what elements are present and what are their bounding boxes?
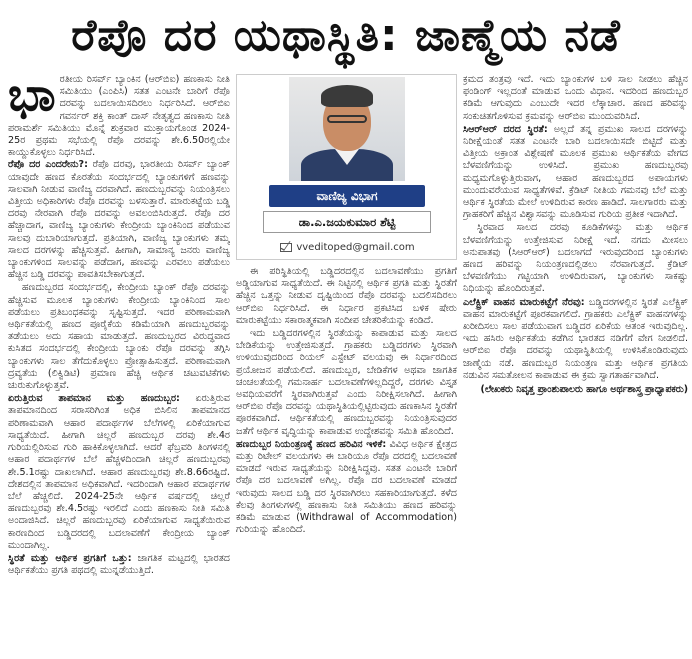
author-name: ಡಾ.ಎ.ಜಯಕುಮಾರ ಶೆಟ್ಟಿ <box>263 211 431 233</box>
article-column-3 <box>463 74 688 659</box>
paragraph <box>8 393 230 552</box>
email-text: vveditoped@gmail.com <box>296 241 415 253</box>
lead-paragraph <box>8 74 230 159</box>
page-title: ರೆಪೊ ದರ ಯಥಾಸ್ಥಿತಿ: ಜಾಣ್ಮೆಯ ನಡೆ <box>71 9 621 61</box>
subheading: ಏರುತ್ತಿರುವ ತಾಪಮಾನ ಮತ್ತು ಹಣದುಬ್ಬರ: <box>8 393 180 405</box>
paragraph <box>8 159 230 281</box>
paragraph: ಸ್ಥಿರವಾದ ಸಾಲದ ದರವು ಕೂಡಿಕೆಗಳನ್ನು ಮತ್ತು ಆರ್ಥಿಕ ಬೆಳವಣಿಗೆಯನ್ನು ಉತ್ತೇಜಿಸುವ ನಿರೀಕ್ಷೆ ಇದೆ. ನಗದು ಮೀಸಲು ಅನುಪಾತವು (ಸಿಆರ್‌ಆರ್) ಬದಲಾಗದೆ ಇರುವುದರಿಂದ ಬ್ಯಾಂಕುಗಳು ಹಣದ ಹರಿವನ್ನು ನಿಯಂತ್ರಣದಲ್ಲಿಡಲು ನೆರವಾಗುತ್ತದೆ. ಕ್ರೆಡಿಟ್ ಬೆಳವಣಿಗೆಯು ಗಟ್ಟಿಯಾಗಿ ಉಳಿದಿರುವಾಗ, ಬ್ಯಾಂಕುಗಳು ಸಾಕಷ್ಟು ನಿಧಿಯನ್ನು ಹೊಂದಿರುತ್ತವೆ. <box>463 222 688 295</box>
subheading: ಎಲೆಕ್ಟ್ರಿಕ್ ವಾಹನ ಮಾರುಕಟ್ಟೆಗೆ ನೆರವು: <box>463 296 585 308</box>
author-photo <box>289 77 405 181</box>
paragraph-text: ರೆಪೊ ದರವು, ಭಾರತೀಯ ರಿಸರ್ವ್ ಬ್ಯಾಂಕ್ ಯಾವುದೇ ಹಣದ ಕೊರತೆಯ ಸಂದರ್ಭದಲ್ಲಿ ಬ್ಯಾಂಕುಗಳಿಗೆ ಹಣವನ್ನು ಸಾಲವಾಗಿ ನೀಡುವ ವಾಣಿಜ್ಯ ದರವಾಗಿದೆ. ಹಣದುಬ್ಬರವನ್ನು ನಿಯಂತ್ರಿಸಲು ವಿತ್ತೀಯ ಅಧಿಕಾರಿಗಳು ರೆಪೊ ದರವನ್ನು ಬಳಸುತ್ತಾರೆ. ಮಾರುಕಟ್ಟೆಯ ಬಡ್ಡಿ ದರವು ನೇರವಾಗಿ ರೆಪೊ ದರವನ್ನು ಅವಲಂಬಿಸಿರುತ್ತದೆ. ರೆಪೊ ದರ ಹೆಚ್ಚಾದಾಗ, ವಾಣಿಜ್ಯ ಬ್ಯಾಂಕುಗಳು ಕೇಂದ್ರೀಯ ಬ್ಯಾಂಕಿನಿಂದ ಪಡೆಯುವ ಸಾಲವು ದುಬಾರಿಯಾಗುತ್ತದೆ. ಪ್ರತಿಯಾಗಿ, ವಾಣಿಜ್ಯ ಬ್ಯಾಂಕುಗಳು ತಮ್ಮ ಸಾಲದ ದರಗಳನ್ನು ಹೆಚ್ಚಿಸುತ್ತವೆ. ಹೀಗಾಗಿ, ಸಾಮಾನ್ಯ ಜನರು ವಾಣಿಜ್ಯ ಬ್ಯಾಂಕುಗಳಿಂದ ಸಾಲವನ್ನು ಪಡೆದಾಗ, ಹಣವನ್ನು ಎರವಲು ಪಡೆಯಲು ಹೆಚ್ಚಿನ ಬಡ್ಡಿ ದರವನ್ನು ಪಾವತಿಸಬೇಕಾಗುತ್ತದೆ. <box>8 159 230 281</box>
subheading: ಸಿಆರ್‌ಆರ್ ದರದ ಸ್ಥಿರತೆ: <box>463 123 548 135</box>
paragraph-text: ಬಡ್ಡಿದರಗಳಲ್ಲಿನ ಸ್ಥಿರತೆ ಎಲೆಕ್ಟ್ರಿಕ್ ವಾಹನ ಮಾರುಕಟ್ಟೆಗೆ ಪೂರಕವಾಗಲಿದೆ. ಗ್ರಾಹಕರು ಎಲೆಕ್ಟ್ರಿಕ್ ವಾಹನಗಳನ್ನು ಖರೀದಿಸಲು ಸಾಲ ಪಡೆಯುವಾಗ ಬಡ್ಡಿದರ ಏರಿಕೆಯ ಆತಂಕ ಇರುವುದಿಲ್ಲ. ಇದು ಹಸಿರು ಆರ್ಥಿಕತೆಯ ಕಡೆಗಿನ ಭಾರತದ ನಡಿಗೆಗೆ ವೇಗ ನೀಡಲಿದೆ. ಆರ್‌ಬಿಐ ರೆಪೊ ದರವನ್ನು ಯಥಾಸ್ಥಿತಿಯಲ್ಲಿ ಉಳಿಸಿಕೊಂಡಿರುವುದು ಜಾಣ್ಮೆಯ ನಡೆ. ಹಣದುಬ್ಬರ ನಿಯಂತ್ರಣ ಮತ್ತು ಆರ್ಥಿಕ ಪ್ರಗತಿಯ ನಡುವಿನ ಸಮತೋಲನ ಕಾಪಾಡುವ ಈ ಕ್ರಮ ಸ್ವಾಗತಾರ್ಹವಾಗಿದೆ. <box>463 296 688 381</box>
article-column-2 <box>236 266 457 659</box>
article-column-1 <box>8 74 230 659</box>
paragraph: ಈ ಪರಿಸ್ಥಿತಿಯಲ್ಲಿ ಬಡ್ಡಿದರದಲ್ಲಿನ ಬದಲಾವಣೆಯು ಪ್ರಗತಿಗೆ ಅಡ್ಡಿಯಾಗುವ ಸಾಧ್ಯತೆಯಿದೆ. ಈ ನಿಟ್ಟಿನಲ್ಲಿ ಆರ್ಥಿಕ ಪ್ರಗತಿ ಮತ್ತು ಸ್ಥಿರತೆಗೆ ಹೆಚ್ಚಿನ ಒತ್ತನ್ನು ನೀಡುವ ದೃಷ್ಟಿಯಿಂದ ರೆಪೊ ದರವನ್ನು ಬದಲಿಸದಿರಲು ಆರ್‌ಬಿಐ ನಿರ್ಧರಿಸಿದೆ. ಈ ನಿರ್ಧಾರ ಪ್ರಕಟಿಸಿದ ಬಳಿಕ ಷೇರು ಮಾರುಕಟ್ಟೆಯು ಸಕಾರಾತ್ಮಕವಾಗಿ ಸಂದೀಪ ಚೇತರಿಕೆಯನ್ನು ಕಂಡಿದೆ. <box>236 266 457 326</box>
column-badge: ವಾಣಿಜ್ಯ ವಿಭಾಗ <box>269 185 425 207</box>
subheading: ಸ್ಥಿರತೆ ಮತ್ತು ಆರ್ಥಿಕ ಪ್ರಗತಿಗೆ ಒತ್ತು: <box>8 552 132 564</box>
author-box <box>236 74 457 260</box>
paragraph-text: ವಿವಿಧ ಅರ್ಥಿಕ ಕ್ಷೇತ್ರದ ಮತ್ತು ರಿಟೇಲ್ ವಲಯಗಳು ಈ ಬಾರಿಯೂ ರೆಪೊ ದರದಲ್ಲಿ ಬದಲಾವಣೆ ಮಾಡದೆ ಇರುವ ಸಾಧ್ಯತೆಯನ್ನು ನಿರೀಕ್ಷಿಸಿದ್ದವು. ಸತತ ಎಂಟನೇ ಬಾರಿಗೆ ರೆಪೊ ದರ ಬದಲಾವಣೆ ಅಗಿಲ್ಲ. ರೆಪೊ ದರ ಬದಲಾವಣೆ ಮಾಡದೆ ಇರುವುದು ಸಾಲದ ಬಡ್ಡಿ ದರ ಸ್ಥಿರವಾಗಿರಲು ಸಹಕಾರಿಯಾಗುತ್ತದೆ. ಕಳೆದ ಕೆಲವು ತಿಂಗಳುಗಳಲ್ಲಿ ಹಣಕಾಸು ನೀತಿ ಸಮಿತಿಯು ಹಣದ ಹರಿವನ್ನು ಕಡಿಮೆ ಮಾಡುವ (Withdrawal of Accommodation) ಗುರಿಯನ್ನು ಹೊಂದಿದೆ. <box>236 438 457 536</box>
author-note: (ಲೇಖಕರು ನಿವೃತ್ತ ಪ್ರಾಂಶುಪಾಲರು ಹಾಗೂ ಅರ್ಥಶಾಸ್ತ್ರ ಪ್ರಾಧ್ಯಾಪಕರು) <box>480 384 688 396</box>
drop-cap: ಭಾ <box>8 74 56 121</box>
hair-shape <box>321 85 373 107</box>
paragraph <box>463 297 688 382</box>
paragraph: ಕ್ರಮದ ತಂತ್ರವು ಇದೆ. ಇದು ಬ್ಯಾಂಕುಗಳ ಬಳಿ ಸಾಲ ನೀಡಲು ಹೆಚ್ಚಿನ ಫಂಡಿಂಗ್ ಇಲ್ಲದಂತೆ ಮಾಡುವ ಒಂದು ವಿಧಾನ. ಇದರಿಂದ ಹಣದುಬ್ಬರ ಕಡಿಮೆ ಆಗುವುದು ಎಂಬುದೇ ಇದರ ಲೆಕ್ಕಾಚಾರ. ಹಣದ ಹರಿವನ್ನು ಸಂಕುಚಿತಗೊಳಿಸುವ ಕ್ರಮವನ್ನು ಆರ್‌ಬಿಐ ಮುಂದುವರಿಸಿದೆ. <box>463 74 688 122</box>
author-email <box>237 239 458 255</box>
paragraph: ಹಣದುಬ್ಬರದ ಸಂದರ್ಭದಲ್ಲಿ, ಕೇಂದ್ರೀಯ ಬ್ಯಾಂಕ್ ರೆಪೊ ದರವನ್ನು ಹೆಚ್ಚಿಸುವ ಮೂಲಕ ಬ್ಯಾಂಕುಗಳು ಕೇಂದ್ರೀಯ ಬ್ಯಾಂಕಿನಿಂದ ಸಾಲ ಪಡೆಯಲು ಪ್ರತಿಬಂಧಕವನ್ನು ಸೃಷ್ಟಿಸುತ್ತದೆ. ಇದರ ಪರಿಣಾಮವಾಗಿ ಆರ್ಥಿಕತೆಯಲ್ಲಿ ಹಣದ ಪೂರೈಕೆಯ ಕಡಿಮೆಯಾಗಿ ಹಣದುಬ್ಬರವನ್ನು ತಡೆಯಲು ಅದು ಸಹಾಯ ಮಾಡುತ್ತದೆ. ಹಣದುಬ್ಬರದ ವಿರುದ್ಧವಾದ ಕುಸಿತದ ಸಂದರ್ಭದಲ್ಲಿ ಕೇಂದ್ರೀಯ ಬ್ಯಾಂಕು ರೆಪೊ ದರವನ್ನು ತಗ್ಗಿಸಿ ಬ್ಯಾಂಕುಗಳು ಸಾಲ ತೆಗೆದುಕೊಳ್ಳಲು ಪ್ರೋತ್ಸಾಹಿಸುತ್ತದೆ. ಪರಿಣಾಮವಾಗಿ ದ್ರವ್ಯತೆಯ (ಲಿಕ್ವಿಡಿಟಿ) ಪ್ರಮಾಣ ಹೆಚ್ಚಿ ಆರ್ಥಿಕ ಚಟುವಟಿಕೆಗಳು ಚುರುಕುಗೊಳ್ಳುತ್ತವೆ. <box>8 282 230 392</box>
mail-icon <box>280 243 292 252</box>
glasses-shape <box>327 115 367 123</box>
paragraph-text: ಏರುತ್ತಿರುವ ತಾಪಮಾನದಿಂದ ಸರಾಸರಿಗಿಂತ ಅಧಿಕ ಬಿಸಿಲಿನ ತಾಪಮಾನದ ಪರಿಣಾಮವಾಗಿ ಆಹಾರ ಪದಾರ್ಥಗಳ ಬೆಲೆಗಳಲ್ಲಿ ಏರಿಕೆಯಾಗುವ ಸಾಧ್ಯತೆಯಿದೆ. ಹೀಗಾಗಿ ಚಿಲ್ಲರೆ ಹಣದುಬ್ಬರ ದರವು ಶೇ.4ರ ಗುರಿಯಲ್ಲಿರಿಸುವ ಗುರಿ ಹಾಕಿಕೊಳ್ಳಲಾಗಿದೆ. ಆದರೆ ಫೆಬ್ರವರಿ ತಿಂಗಳನಲ್ಲಿ ಆಹಾರ ಪದಾರ್ಥಗಳ ಬೆಲೆ ಹೆಚ್ಚಳದಿಂದಾಗಿ ಚಿಲ್ಲರೆ ಹಣದುಬ್ಬರವು ಶೇ.5.1ರಷ್ಟು ದಾಖಲಾಗಿದೆ. ಆಹಾರ ಹಣದುಬ್ಬರವು ಶೇ.8.66ರಷ್ಟಿದೆ. ದೇಶದಲ್ಲಿನ ತಾಪಮಾನ ಅಧಿಕವಾಗಿದೆ. ಇದರಿಂದಾಗಿ ಆಹಾರ ಪದಾರ್ಥಗಳ ಬೆಲೆ ಹೆಚ್ಚಲಿದೆ. 2024-25ನೇ ಆರ್ಥಿಕ ವರ್ಷದಲ್ಲಿ ಚಿಲ್ಲರೆ ಹಣದುಬ್ಬರವು ಶೇ.4.5ರಷ್ಟು ಇರಲಿದೆ ಎಂದು ಹಣಕಾಸು ನೀತಿ ಸಮಿತಿ ಅಂದಾಜಿಸಿದೆ. ಚಿಲ್ಲರೆ ಹಣದುಬ್ಬರವು ಏರಿಕೆಯಾಗುವ ಸಾಧ್ಯತೆಯಿರುವ ಕಾರಣದಿಂದ ಬಡ್ಡಿದರದಲ್ಲಿ ಬದಲಾವಣೆಗೆ ಕೇಂದ್ರೀಯ ಬ್ಯಾಂಕ್ ಮುಂದಾಗಿಲ್ಲ. <box>8 393 230 551</box>
subheading: ಹಣದುಬ್ಬರ ನಿಯಂತ್ರಣಕ್ಕೆ ಹಣದ ಹರಿವಿನ ಇಳಿಕೆ: <box>236 438 387 450</box>
paragraph-text: ಅಲ್ಲದೆ ತನ್ನ ಪ್ರಮುಖ ಸಾಲದ ದರಗಳನ್ನು ನಿರೀಕ್ಷೆಯಂತೆ ಸತತ ಎಂಟನೇ ಬಾರಿ ಬದಲಾಯಿಸದೇ ಬಿಟ್ಟಿದೆ ಮತ್ತು ವಿತ್ತೀಯ ಅಕ್ರಾಂತ ವಿಶ್ಲೇಷಣೆ ಮೂಲಕ ಪ್ರಮುಖ ಆರ್ಥಿಕತೆಯ ವೇಗದ ಬೆಳವಣಿಗೆಯನ್ನು ಉಳಿಸಿದೆ. ಪ್ರಮುಖ ಹಣದುಬ್ಬರವು ಮಧ್ಯಮಗೊಳ್ಳುತ್ತಿರುವಾಗ, ಆಹಾರ ಹಣದುಬ್ಬರದ ಅಪಾಯಗಳು ಮುಂದುವರೆಯುವ ಸಾಧ್ಯತೆಗಳಿವೆ. ಕ್ರೆಡಿಟ್ ನೀತಿಯ ಗಮನವು ಬೆಲೆ ಮತ್ತು ಆರ್ಥಿಕ ಸ್ಥಿರತೆಯ ಮೇಲೆ ಉಳಿದಿರುವ ಕಾರಣ ಹಾಡಿದೆ. ಸಾಲಗಾರರು ಮತ್ತು ಗ್ರಾಹಕರಿಗೆ ಹೆಚ್ಚಿನ ವಿಶ್ವಾಸವನ್ನು ಮೂಡಿಸುವ ಗುರಿಯ ಪ್ರತೀಕ ಇದಾಗಿದೆ. <box>463 123 688 221</box>
paragraph <box>236 439 457 537</box>
subheading: ರೆಪೊ ದರ ಎಂದರೇನು?: <box>8 159 88 171</box>
paragraph: ಇದು ಬಡ್ಡಿದರಗಳಲ್ಲಿನ ಸ್ಥಿರತೆಯನ್ನು ಕಾಪಾಡುವ ಮತ್ತು ಸಾಲದ ಬೇಡಿಕೆಯನ್ನು ಉತ್ತೇಜಿಸುತ್ತದೆ. ಗ್ರಾಹಕರು ಬಡ್ಡಿದರಗಳು ಸ್ಥಿರವಾಗಿ ಉಳಿಯುವುದರಿಂದ ರಿಯಲ್ ಎಸ್ಟೇಟ್ ವಲಯವು ಈ ನಿರ್ಧಾರದಿಂದ ಪ್ರಯೋಜನ ಪಡೆಯಲಿದೆ. ಹಣದುಬ್ಬರ, ಬೇಡಿಕೆಗಳ ಅಥವಾ ಜಾಗತಿಕ ಚಂಚಲತೆಯಲ್ಲಿ ಗಮನಾರ್ಹ ಬದಲಾವಣೆಗಳಿಲ್ಲದಿದ್ದರೆ, ದರಗಳು ವಿಸ್ತೃತ ಅವಧಿಯವರೆಗೆ ಸ್ಥಿರವಾಗಿರುತ್ತವೆ ಎಂದು ನಿರೀಕ್ಷಿಸಲಾಗಿದೆ. ಹೀಗಾಗಿ ಆರ್‌ಬಿಐ ರೆಪೊ ದರವನ್ನು ಯಥಾಸ್ಥಿತಿಯಲ್ಲಿಟ್ಟಿರುವುದು ಹಣಕಾಸಿನ ಸ್ಥಿರತೆಗೆ ಪೂರಕವಾಗಿದೆ. ಆರ್ಥಿಕತೆಯಲ್ಲಿ ಹಣದುಬ್ಬರವನ್ನು ನಿಯಂತ್ರಿಸುವುದರ ಜತೆಗೆ ಆರ್ಥಿಕ ವೃದ್ಧಿಯನ್ನು ಕಾಪಾಡುವ ಉದ್ದೇಶವನ್ನು ಸಮಿತಿ ಹೊಂದಿದೆ. <box>236 328 457 437</box>
paragraph <box>8 553 230 577</box>
paragraph <box>463 124 688 222</box>
lead-text: ರತೀಯ ರಿಸರ್ವ್ ಬ್ಯಾಂಕಿನ (ಆರ್‌ಬಿಐ) ಹಣಕಾಸು ನೀತಿ ಸಮಿತಿಯು (ಎಂಪಿಸಿ) ಸತತ ಎಂಟನೇ ಬಾರಿಗೆ ರೆಪೊ ದರವನ್ನು ಬದಲಾಯಿಸದಿರಲು ನಿರ್ಧರಿಸಿದೆ. ಆರ್‌ಬಿಐ ಗವರ್ನರ್ ಶಕ್ತಿ ಕಾಂತ್ ದಾಸ್ ನೇತೃತ್ವದ ಹಣಕಾಸು ನೀತಿ ಪರಾಮರ್ಶೆ ಸಮಿತಿಯು ಮೊನ್ನೆ ಶುಕ್ರವಾರ ಮುಕ್ತಾಯಗೊಂಡ 2024-25ರ ಪ್ರಥಮ ಸಭೆಯಲ್ಲಿ ರೆಪೊ ದರವನ್ನು ಶೇ.6.50ರಲ್ಲಿಯೇ ಕಾಯ್ದುಕೊಳ್ಳಲು ನಿರ್ಧರಿಸಿದೆ. <box>8 74 230 159</box>
paragraph-text: ಜಾಗತಿಕ ಮಟ್ಟದಲ್ಲಿ ಭಾರತದ ಆರ್ಥಿಕತೆಯು ಪ್ರಗತಿ ಪಥದಲ್ಲಿ ಮುನ್ನಡೆಯುತ್ತಿದೆ. <box>8 552 230 577</box>
